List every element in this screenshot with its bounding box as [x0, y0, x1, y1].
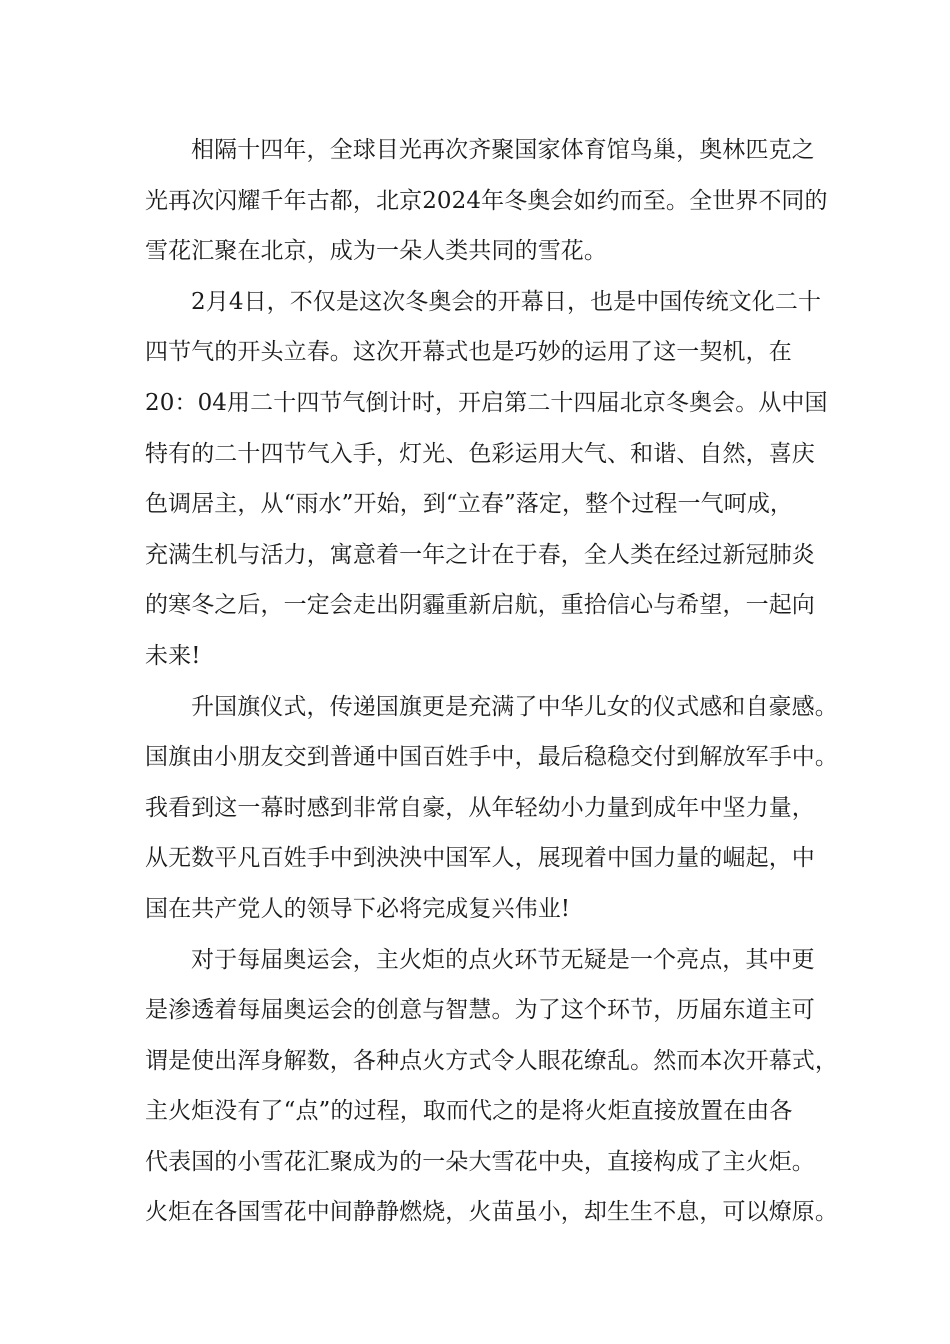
paragraph	[145, 125, 828, 277]
text-line: 四节气的开头立春。这次开幕式也是巧妙的运用了这一契机，在	[145, 339, 792, 366]
text-line: 火炬在各国雪花中间静静燃烧，火苗虽小，却生生不息，可以燎原。	[145, 1199, 838, 1226]
paragraph	[145, 682, 838, 935]
paragraph	[145, 935, 838, 1239]
text-line: 光再次闪耀千年古都，北京2024年冬奥会如约而至。全世界不同的	[145, 187, 828, 214]
text-line: 20：04用二十四节气倒计时，开启第二十四届北京冬奥会。从中国	[145, 389, 828, 416]
text-line: 谓是使出浑身解数，各种点火方式令人眼花缭乱。然而本次开幕式，	[145, 1047, 838, 1074]
text-line: 未来!	[145, 642, 201, 669]
text-line: 对于每届奥运会，主火炬的点火环节无疑是一个亮点，其中更	[191, 946, 815, 973]
text-line: 是渗透着每届奥运会的创意与智慧。为了这个环节，历届东道主可	[145, 997, 815, 1024]
text-line: 国在共产党人的领导下必将完成复兴伟业!	[145, 895, 571, 922]
text-line: 代表国的小雪花汇聚成为的一朵大雪花中央，直接构成了主火炬。	[145, 1148, 815, 1175]
text-line: 2月4日，不仅是这次冬奥会的开幕日，也是中国传统文化二十	[191, 288, 822, 315]
text-line: 升国旗仪式，传递国旗更是充满了中华儿女的仪式感和自豪感。	[191, 693, 838, 720]
text-line: 相隔十四年，全球目光再次齐聚国家体育馆鸟巢，奥林匹克之	[191, 137, 815, 163]
text-line: 主火炬没有了“点”的过程，取而代之的是将火炬直接放置在由各	[145, 1098, 793, 1125]
text-line: 雪花汇聚在北京，成为一朵人类共同的雪花。	[145, 238, 607, 265]
text-line: 从无数平凡百姓手中到泱泱中国军人，展现着中国力量的崛起，中	[145, 845, 815, 872]
text-line: 的寒冬之后，一定会走出阴霾重新启航，重拾信心与希望，一起向	[145, 592, 815, 619]
text-line: 色调居主，从“雨水”开始，到“立春”落定，整个过程一气呵成，	[145, 491, 794, 518]
text-line: 充满生机与活力，寓意着一年之计在于春，全人类在经过新冠肺炎	[145, 541, 815, 568]
text-line: 我看到这一幕时感到非常自豪，从年轻幼小力量到成年中坚力量，	[145, 794, 815, 821]
paragraph	[145, 277, 828, 682]
text-line: 国旗由小朋友交到普通中国百姓手中，最后稳稳交付到解放军手中。	[145, 744, 838, 771]
text-line: 特有的二十四节气入手，灯光、色彩运用大气、和谐、自然，喜庆	[145, 440, 815, 467]
